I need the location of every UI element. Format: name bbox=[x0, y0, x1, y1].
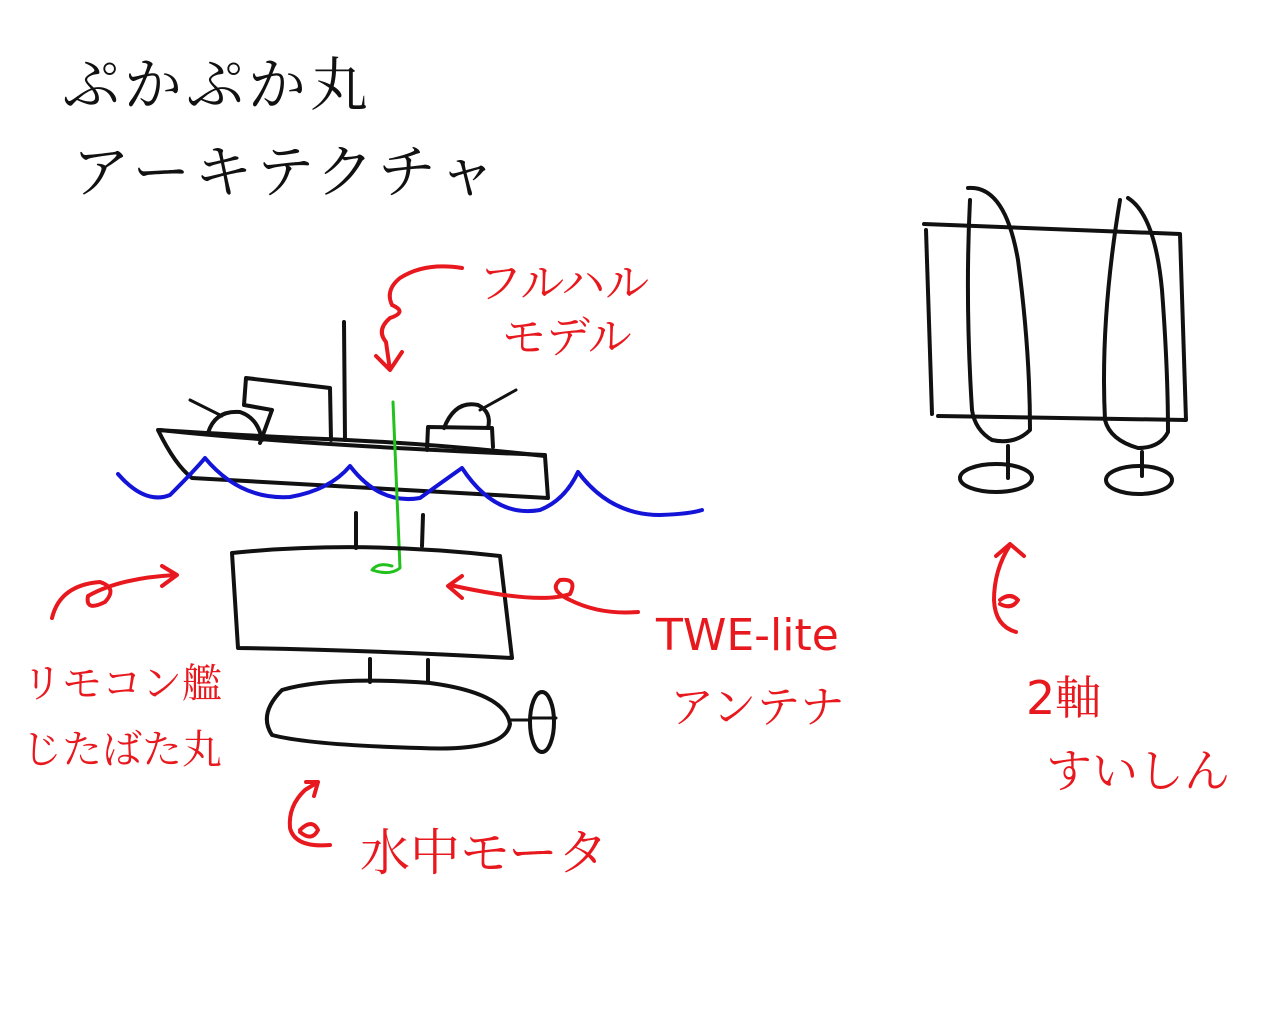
remote-ship-label-line-2: じたばた丸 bbox=[22, 727, 222, 773]
motor-label: 水中モータ bbox=[360, 824, 608, 882]
antenna-label-line-2: アンテナ bbox=[670, 682, 845, 733]
rc-hull-box bbox=[232, 547, 512, 658]
twin-propulsion-diagram bbox=[924, 188, 1186, 494]
ship-bridge bbox=[244, 378, 331, 443]
right-propeller bbox=[1106, 466, 1172, 494]
title-line-2: アーキテクチャ bbox=[72, 138, 501, 206]
title-line-1: ぷかぷか丸 bbox=[62, 51, 373, 119]
remote-ship-arrow bbox=[52, 566, 177, 618]
remote-control-ship bbox=[232, 547, 556, 752]
antenna-arrow bbox=[448, 576, 638, 613]
underwater-motor-pod bbox=[267, 681, 510, 749]
water-surface-wave bbox=[118, 458, 702, 515]
motor-arrow bbox=[290, 782, 330, 845]
full-hull-label-line-1: フルハル bbox=[478, 258, 650, 309]
propeller bbox=[530, 692, 554, 752]
antenna-label-line-1: TWE-lite bbox=[656, 610, 839, 661]
axis-label-line-2: すいしん bbox=[1046, 744, 1230, 798]
left-propeller bbox=[960, 464, 1032, 492]
right-propeller-shaft bbox=[1104, 198, 1168, 448]
ship-deck bbox=[160, 430, 545, 455]
remote-ship-label-line-1: リモコン艦 bbox=[22, 661, 222, 707]
ship-hull bbox=[158, 430, 548, 498]
support-struts bbox=[356, 513, 423, 548]
ship-mast bbox=[344, 322, 345, 440]
twin-axis-arrow bbox=[994, 544, 1024, 632]
full-hull-label-line-2: モデル bbox=[502, 312, 632, 363]
propulsion-box bbox=[924, 224, 1186, 420]
axis-label-line-1: 2軸 bbox=[1026, 671, 1102, 725]
front-gun bbox=[190, 400, 222, 416]
motor-mount bbox=[370, 659, 428, 682]
full-hull-arrow bbox=[376, 266, 462, 370]
rear-gun bbox=[480, 390, 516, 410]
